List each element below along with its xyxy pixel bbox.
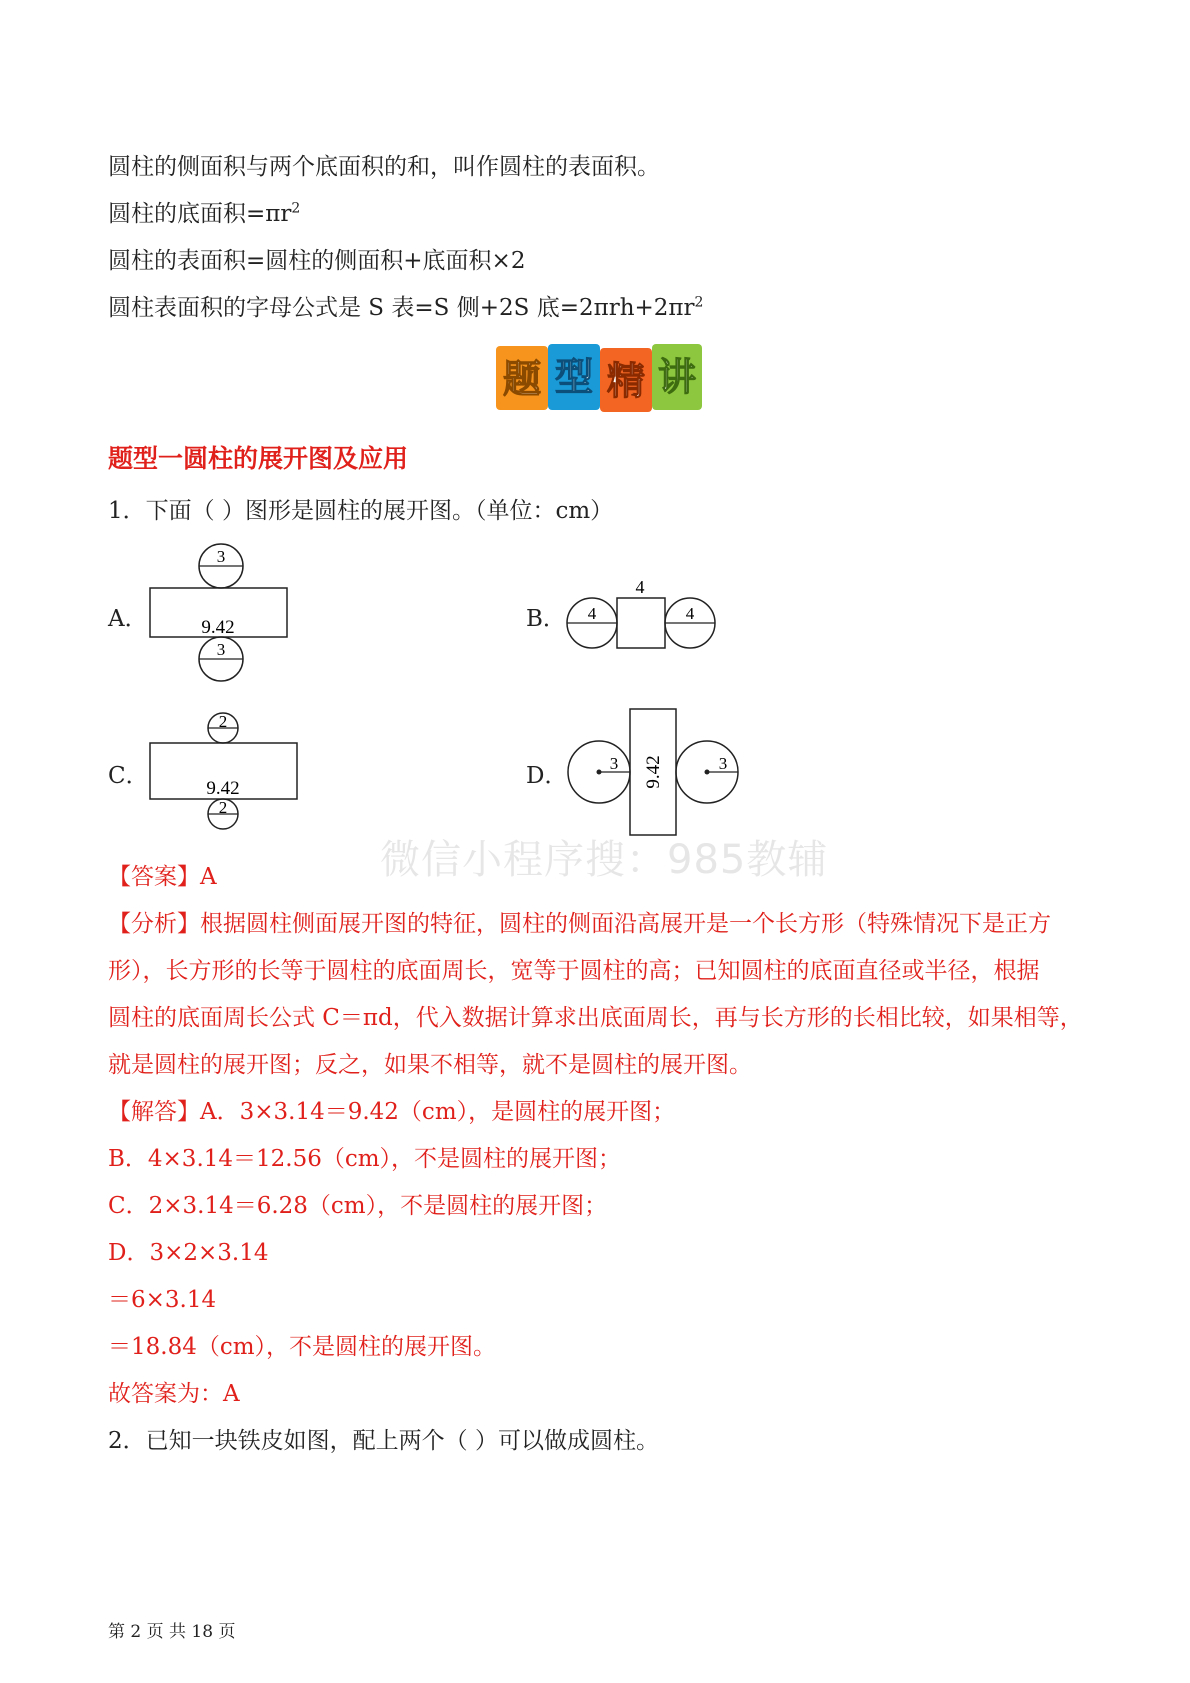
analysis-line: 圆柱的底面周长公式 C＝πd，代入数据计算求出底面周长，再与长方形的长相比较，如果相等，	[108, 1005, 1083, 1031]
letter-formula: 圆柱表面积的字母公式是 S 表=S 侧+2S 底=2πrh+2πr	[108, 295, 695, 321]
solution-line: D．3×2×3.14	[108, 1240, 269, 1266]
option-c-label: C．	[108, 763, 149, 789]
base-area-exponent: 2	[291, 200, 301, 217]
text-line-definition: 圆柱的侧面积与两个底面积的和，叫作圆柱的表面积。	[108, 154, 660, 180]
option-a-top-label: 3	[216, 547, 226, 566]
option-a-net-diagram	[140, 543, 300, 691]
option-c-net-diagram	[140, 712, 310, 836]
option-b-right-label: 4	[685, 604, 695, 623]
option-d-length-label: 9.42	[643, 755, 664, 789]
option-b-label: B．	[526, 606, 566, 632]
option-d-left-center-dot	[597, 770, 602, 775]
option-c-length-label: 9.42	[206, 778, 240, 799]
question-1-stem: 1．下面（ ）图形是圆柱的展开图。（单位：cm）	[108, 498, 614, 524]
solution-line: ＝6×3.14	[108, 1287, 217, 1313]
letter-formula-exponent: 2	[694, 294, 704, 311]
banner-char-1: 题	[502, 359, 542, 401]
section-banner	[496, 344, 702, 414]
option-d-label: D．	[526, 763, 568, 789]
question-2-stem: 2．已知一块铁皮如图，配上两个（ ）可以做成圆柱。	[108, 1428, 659, 1454]
option-d-right-label: 3	[718, 754, 728, 773]
analysis-line: 形），长方形的长等于圆柱的底面周长，宽等于圆柱的高；已知圆柱的底面直径或半径，根据	[108, 958, 1040, 984]
text-line-surface-area: 圆柱的表面积=圆柱的侧面积+底面积×2	[108, 248, 526, 274]
banner-char-4: 讲	[657, 357, 697, 399]
page-footer: 第 2 页 共 18 页	[108, 1622, 236, 1642]
option-d-right-center-dot	[705, 770, 710, 775]
solution-line: C．2×3.14＝6.28（cm），不是圆柱的展开图；	[108, 1193, 608, 1219]
option-a-bottom-label: 3	[216, 640, 226, 659]
analysis-line: 【分析】根据圆柱侧面展开图的特征，圆柱的侧面沿高展开是一个长方形（特殊情况下是正方	[108, 911, 1051, 937]
text-line-base-area	[108, 199, 300, 229]
option-c-bottom-label: 2	[218, 798, 228, 817]
answer-line: 【答案】A	[108, 864, 217, 890]
option-b-left-label: 4	[587, 604, 597, 623]
solution-line: ＝18.84（cm），不是圆柱的展开图。	[108, 1334, 497, 1360]
analysis-line: 就是圆柱的展开图；反之，如果不相等，就不是圆柱的展开图。	[108, 1052, 752, 1078]
text-line-letter-formula	[108, 293, 703, 323]
banner-char-3: 精	[606, 361, 646, 403]
option-d-left-label: 3	[609, 754, 619, 773]
banner-char-2: 型	[554, 357, 594, 399]
solution-line: 【解答】A．3×3.14＝9.42（cm），是圆柱的展开图；	[108, 1099, 676, 1125]
option-b-side-label: 4	[635, 577, 645, 597]
base-area-formula: 圆柱的底面积=πr	[108, 201, 292, 227]
option-a-label: A．	[108, 606, 148, 632]
option-b-net-diagram	[562, 574, 722, 654]
option-c-top-label: 2	[218, 712, 228, 731]
option-a-length-label: 9.42	[201, 617, 235, 638]
watermark: 微信小程序搜：985教辅	[380, 837, 829, 883]
solution-line: B．4×3.14＝12.56（cm），不是圆柱的展开图；	[108, 1146, 622, 1172]
section-title: 题型一圆柱的展开图及应用	[108, 444, 409, 473]
option-b-square	[617, 598, 665, 648]
option-d-net-diagram	[566, 708, 746, 838]
solution-conclusion: 故答案为：A	[108, 1381, 240, 1407]
